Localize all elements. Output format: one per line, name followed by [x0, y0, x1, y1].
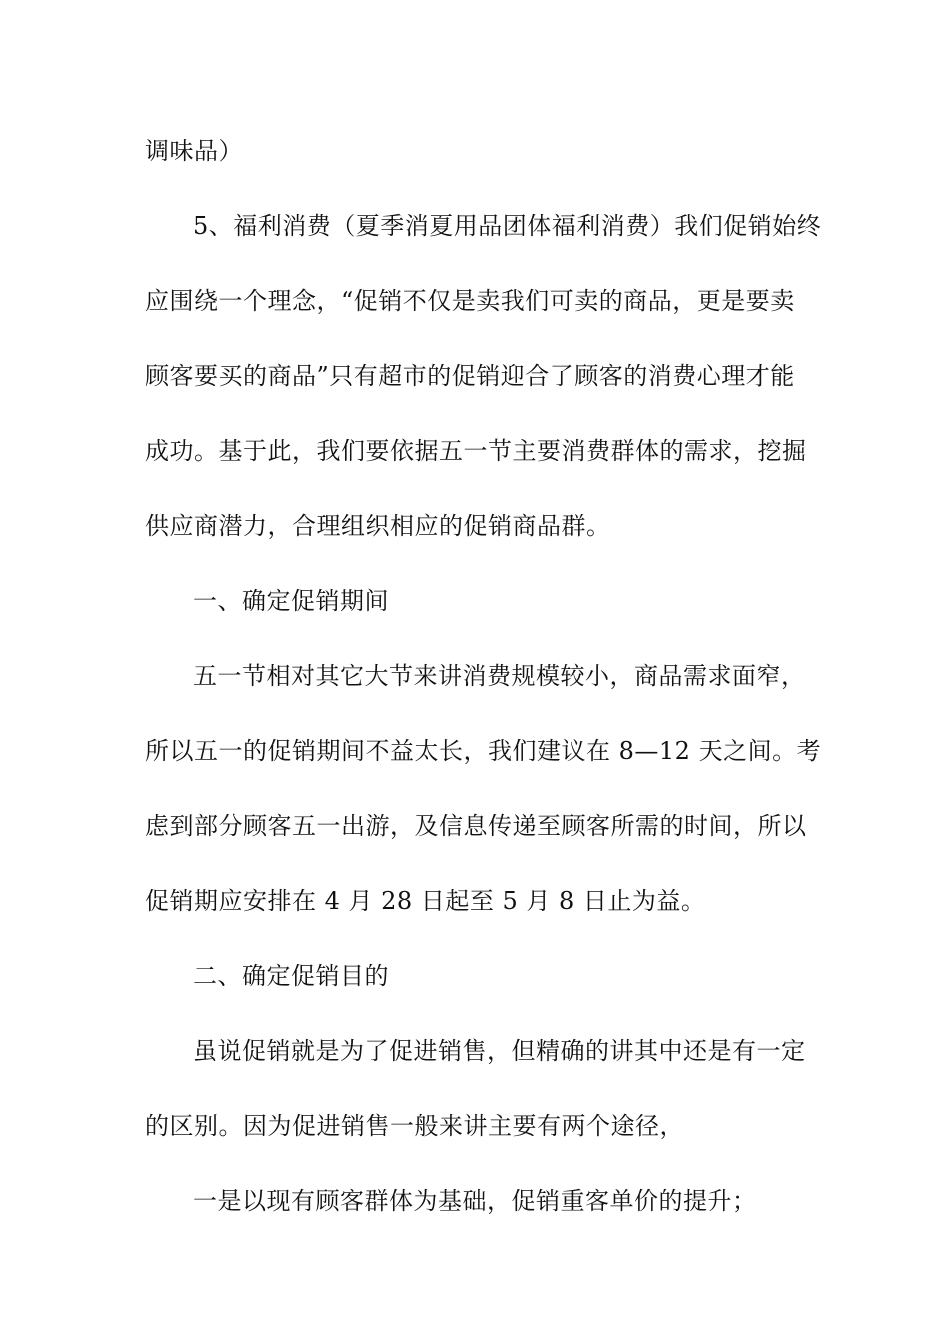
text-line: 调味品） — [145, 137, 243, 165]
paragraph-first-line: 5、福利消费（夏季消夏用品团体福利消费）我们促销始终 — [193, 212, 822, 240]
text-line: 所以五一的促销期间不益太长，我们建议在 8—12 天之间。考 — [145, 737, 822, 765]
text-line: 虑到部分顾客五一出游，及信息传递至顾客所需的时间，所以 — [145, 812, 807, 840]
section-heading: 二、确定促销目的 — [193, 962, 389, 990]
text-line: 促销期应安排在 4 月 28 日起至 5 月 8 日止为益。 — [145, 887, 706, 915]
paragraph-first-line: 虽说促销就是为了促进销售，但精确的讲其中还是有一定 — [193, 1037, 806, 1065]
text-line: 成功。基于此，我们要依据五一节主要消费群体的需求，挖掘 — [145, 437, 807, 465]
text-line: 供应商潜力，合理组织相应的促销商品群。 — [145, 512, 611, 540]
section-heading: 一、确定促销期间 — [193, 587, 389, 615]
paragraph-first-line: 五一节相对其它大节来讲消费规模较小，商品需求面窄， — [193, 662, 806, 690]
text-line: 应围绕一个理念，“促销不仅是卖我们可卖的商品，更是要卖 — [145, 287, 795, 315]
text-line: 的区别。因为促进销售一般来讲主要有两个途径， — [145, 1112, 684, 1140]
text-line: 顾客要买的商品”只有超市的促销迎合了顾客的消费心理才能 — [145, 362, 795, 390]
paragraph-first-line: 一是以现有顾客群体为基础，促销重客单价的提升； — [193, 1187, 757, 1215]
